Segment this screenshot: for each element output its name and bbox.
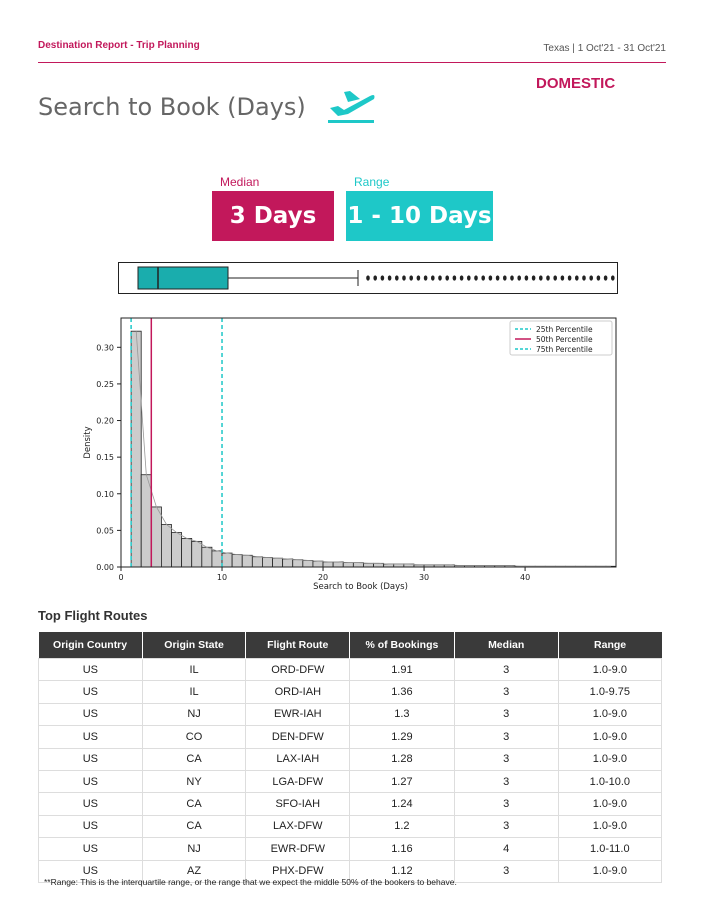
table-cell: 1.0-9.75 <box>558 681 661 703</box>
report-name: Destination Report <box>38 40 128 51</box>
table-cell: 1.0-11.0 <box>558 838 661 860</box>
boxplot-outlier <box>496 275 500 280</box>
histogram-bar <box>172 533 182 567</box>
table-cell: 1.0-9.0 <box>558 748 661 770</box>
airplane-takeoff-icon <box>324 82 380 131</box>
location-label: Texas <box>543 43 570 54</box>
boxplot-box <box>138 267 228 289</box>
x-tick-label: 20 <box>317 573 329 582</box>
table-header-row <box>39 632 662 659</box>
table-cell: 1.28 <box>350 748 455 770</box>
boxplot-outlier <box>445 275 449 280</box>
table-cell: 1.0-9.0 <box>558 815 661 837</box>
footnote: **Range: This is the interquartile range, or the range that we expect the middle 50% of the bookers to behave. <box>44 877 457 887</box>
histogram-bar <box>222 553 232 567</box>
histogram-bar <box>131 331 141 567</box>
column-header[interactable]: Flight Route <box>246 632 350 659</box>
boxplot-outlier <box>517 275 521 280</box>
table-cell: CA <box>142 793 246 815</box>
histogram-bar <box>303 560 313 567</box>
boxplot-outlier <box>503 275 507 280</box>
boxplot-outlier <box>611 275 615 280</box>
boxplot-outlier <box>409 275 413 280</box>
histogram-bar <box>192 541 202 567</box>
table-row <box>39 681 662 703</box>
table-cell: 1.12 <box>350 860 455 882</box>
histogram-bar <box>141 475 151 567</box>
histogram-bar <box>333 562 343 567</box>
table-cell: ORD-IAH <box>246 681 350 703</box>
y-tick-label: 0.00 <box>96 563 114 572</box>
table-cell: 3 <box>454 659 558 681</box>
histogram-bar <box>212 551 222 567</box>
table-cell: 3 <box>454 703 558 725</box>
boxplot-chart <box>118 262 618 294</box>
boxplot-outlier <box>366 275 370 280</box>
column-header[interactable]: Range <box>558 632 661 659</box>
range-value: 1 - 10 Days <box>346 191 493 241</box>
table-cell: 3 <box>454 770 558 792</box>
table-cell: US <box>39 726 143 748</box>
table-cell: CA <box>142 815 246 837</box>
table-cell: IL <box>142 681 246 703</box>
table-cell: IL <box>142 659 246 681</box>
boxplot-outlier <box>546 275 550 280</box>
boxplot-outlier <box>481 275 485 280</box>
header-divider <box>38 62 666 63</box>
table-cell: 1.3 <box>350 703 455 725</box>
histogram-bar <box>232 555 242 567</box>
table-cell: US <box>39 748 143 770</box>
boxplot-outlier <box>568 275 572 280</box>
boxplot-outlier <box>467 275 471 280</box>
boxplot-outlier <box>553 275 557 280</box>
boxplot-outlier <box>589 275 593 280</box>
table-cell: 1.0-9.0 <box>558 659 661 681</box>
x-tick-label: 0 <box>118 573 124 582</box>
histogram-bar <box>273 558 283 567</box>
table-cell: PHX-DFW <box>246 860 350 882</box>
histogram-bar <box>343 563 353 567</box>
histogram-bar <box>151 507 161 567</box>
table-row <box>39 770 662 792</box>
legend-label: 50th Percentile <box>536 335 593 344</box>
boxplot-outlier <box>402 275 406 280</box>
table-cell: LAX-DFW <box>246 815 350 837</box>
boxplot-outlier <box>604 275 608 280</box>
table-row <box>39 703 662 725</box>
table-row <box>39 815 662 837</box>
y-tick-label: 0.10 <box>96 489 114 499</box>
table-cell: US <box>39 681 143 703</box>
table-row <box>39 838 662 860</box>
report-subtitle: Trip Planning <box>136 40 200 51</box>
routes-title: Top Flight Routes <box>38 608 148 623</box>
histogram-bar <box>262 557 272 567</box>
table-cell: 1.16 <box>350 838 455 860</box>
boxplot-outlier <box>474 275 478 280</box>
table-cell: CO <box>142 726 246 748</box>
x-axis-label: Search to Book (Days) <box>313 582 408 592</box>
table-cell: ORD-DFW <box>246 659 350 681</box>
table-cell: 3 <box>454 726 558 748</box>
table-cell: NJ <box>142 703 246 725</box>
histogram-bar <box>202 547 212 567</box>
table-cell: EWR-IAH <box>246 703 350 725</box>
boxplot-outlier <box>438 275 442 280</box>
table-cell: 1.0-9.0 <box>558 703 661 725</box>
page-title: Search to Book (Days) <box>38 93 306 121</box>
table-cell: US <box>39 703 143 725</box>
table-cell: NJ <box>142 838 246 860</box>
table-cell: 1.29 <box>350 726 455 748</box>
table-cell: US <box>39 815 143 837</box>
report-title: Destination Report - Trip Planning <box>38 40 200 51</box>
boxplot-outlier <box>532 275 536 280</box>
boxplot-outlier <box>417 275 421 280</box>
boxplot-outlier <box>525 275 529 280</box>
boxplot-outlier <box>460 275 464 280</box>
boxplot-outlier <box>453 275 457 280</box>
x-tick-label: 40 <box>519 573 531 582</box>
y-tick-label: 0.25 <box>96 379 114 389</box>
legend-label: 25th Percentile <box>536 325 593 334</box>
boxplot-outlier <box>575 275 579 280</box>
y-tick-label: 0.30 <box>96 343 114 353</box>
boxplot-outlier <box>381 275 385 280</box>
table-cell: 1.0-9.0 <box>558 860 661 882</box>
histogram-bar <box>363 563 373 567</box>
histogram-chart <box>76 312 624 592</box>
table-cell: NY <box>142 770 246 792</box>
boxplot-outlier <box>431 275 435 280</box>
boxplot-outlier <box>597 275 601 280</box>
table-cell: US <box>39 860 143 882</box>
boxplot-outlier <box>561 275 565 280</box>
table-cell: SFO-IAH <box>246 793 350 815</box>
column-header[interactable]: Origin State <box>142 632 246 659</box>
boxplot-outlier <box>510 275 514 280</box>
x-tick-label: 10 <box>216 573 228 582</box>
boxplot-outlier <box>395 275 399 280</box>
boxplot-outlier <box>388 275 392 280</box>
histogram-bar <box>353 563 363 567</box>
boxplot-outlier <box>489 275 493 280</box>
histogram-bar <box>293 560 303 567</box>
table-row <box>39 659 662 681</box>
boxplot-outlier <box>582 275 586 280</box>
median-label: Median <box>220 175 260 189</box>
table-cell: EWR-DFW <box>246 838 350 860</box>
table-row <box>39 726 662 748</box>
table-cell: 1.0-9.0 <box>558 793 661 815</box>
histogram-bar <box>252 557 262 567</box>
column-header[interactable]: % of Bookings <box>350 632 455 659</box>
table-cell: 3 <box>454 748 558 770</box>
table-cell: LAX-IAH <box>246 748 350 770</box>
boxplot-outlier <box>424 275 428 280</box>
legend-label: 75th Percentile <box>536 345 593 354</box>
table-cell: US <box>39 659 143 681</box>
table-cell: US <box>39 838 143 860</box>
table-cell: 1.27 <box>350 770 455 792</box>
column-header[interactable]: Median <box>454 632 558 659</box>
report-context: Texas | 1 Oct'21 - 31 Oct'21 <box>543 43 666 54</box>
histogram-bar <box>242 555 252 567</box>
table-cell: 3 <box>454 681 558 703</box>
table-row <box>39 793 662 815</box>
histogram-bar <box>313 561 323 567</box>
table-cell: 1.0-10.0 <box>558 770 661 792</box>
table-cell: US <box>39 793 143 815</box>
table-cell: 1.36 <box>350 681 455 703</box>
x-tick-label: 30 <box>418 573 430 582</box>
table-cell: 3 <box>454 793 558 815</box>
density-curve <box>136 331 611 566</box>
histogram-bar <box>161 525 171 567</box>
histogram-bar <box>323 562 333 567</box>
y-tick-label: 0.20 <box>96 416 114 426</box>
table-row <box>39 748 662 770</box>
segment-badge: DOMESTIC <box>536 75 616 92</box>
median-value: 3 Days <box>212 191 334 241</box>
routes-table <box>38 632 662 883</box>
table-cell: 1.24 <box>350 793 455 815</box>
table-cell: AZ <box>142 860 246 882</box>
boxplot-outlier <box>373 275 377 280</box>
table-cell: DEN-DFW <box>246 726 350 748</box>
table-cell: 3 <box>454 815 558 837</box>
table-cell: 1.2 <box>350 815 455 837</box>
y-axis-label: Density <box>83 426 93 459</box>
table-cell: US <box>39 770 143 792</box>
range-label: Range <box>354 175 390 189</box>
table-cell: CA <box>142 748 246 770</box>
table-cell: 3 <box>454 860 558 882</box>
column-header[interactable]: Origin Country <box>39 632 143 659</box>
table-cell: 1.0-9.0 <box>558 726 661 748</box>
boxplot-outlier <box>539 275 543 280</box>
y-tick-label: 0.15 <box>96 453 114 463</box>
y-tick-label: 0.05 <box>96 526 114 536</box>
table-cell: 4 <box>454 838 558 860</box>
table-cell: LGA-DFW <box>246 770 350 792</box>
histogram-bar <box>283 559 293 567</box>
date-range-label: 1 Oct'21 - 31 Oct'21 <box>577 43 666 54</box>
table-cell: 1.91 <box>350 659 455 681</box>
histogram-bar <box>182 538 192 567</box>
